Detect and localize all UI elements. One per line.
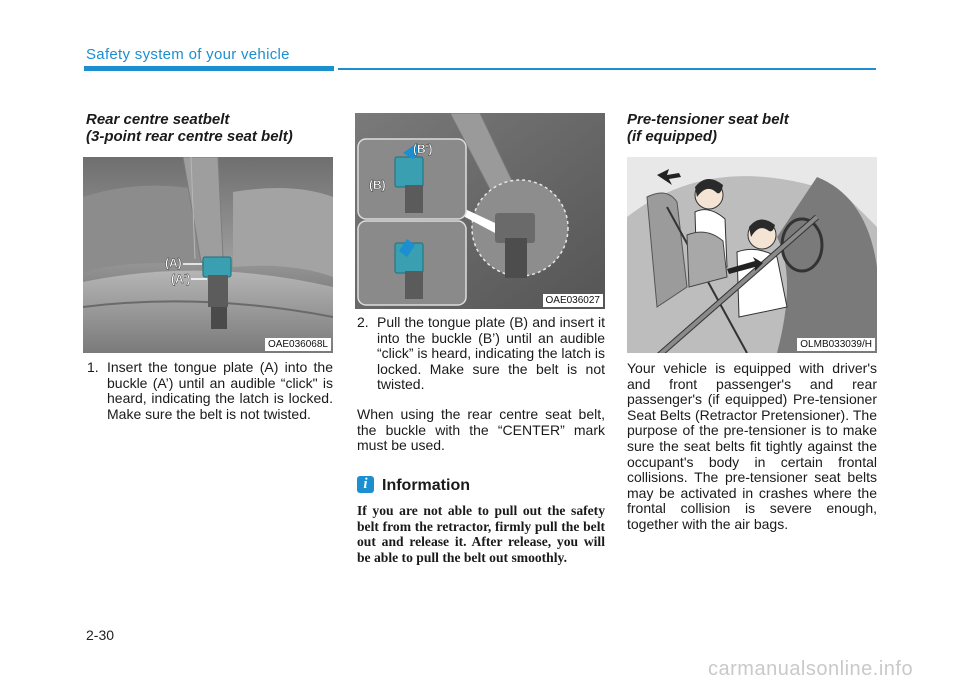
pretensioner-heading (627, 111, 789, 145)
rear-centre-heading-line1: Rear centre seatbelt (86, 111, 230, 128)
rear-centre-heading-line2: (3-point rear centre seat belt) (86, 128, 293, 145)
figure-caption-1: OAE036068L (265, 338, 331, 351)
label-a: (A) (165, 256, 182, 270)
buckle-figure (355, 113, 605, 309)
centre-mark-paragraph: When using the rear centre seat belt, the buckle with the “CENTER” mark must be used. (357, 406, 605, 454)
rear-belt-illustration (83, 157, 333, 353)
label-b: (B) (369, 178, 386, 192)
watermark: carmanualsonline.info (708, 658, 914, 680)
step-1-number: 1. (87, 359, 99, 375)
header-rule-thick (84, 66, 334, 71)
pretensioner-paragraph: Your vehicle is equipped with driver's and front passenger's and rear passenger's (if equipped) Pre-tensioner Seat Belts (Retractor Pretensioner). The purpose of the pre-tensioner is to make sure the seat belts fit tightly against the occupant's body in certain frontal collisions. The pre-tensioner seat belts may be activated in crashes where the frontal collision is severe enough, together with the air bags. (627, 360, 877, 532)
step-2-number: 2. (357, 314, 369, 330)
page-number: 2-30 (86, 627, 115, 643)
label-a-prime: (A') (171, 272, 191, 286)
buckle-illustration (355, 113, 605, 309)
section-title: Safety system of your vehicle (86, 46, 290, 63)
step-1-text: Insert the tongue plate (A) into the buckle (A’) until an audible “click" is heard, indicating the latch is locked. Make sure the belt is not twisted. (107, 359, 333, 422)
step-2-text: Pull the tongue plate (B) and insert it into the buckle (B’) until an audible “click” is heard, indicating the latch is locked. Make sure the belt is not twisted. (377, 314, 605, 393)
pretensioner-heading-line1: Pre-tensioner seat belt (627, 111, 789, 128)
pretensioner-figure (627, 157, 877, 353)
pretensioner-illustration (627, 157, 877, 353)
rear-centre-heading (86, 111, 293, 145)
information-title: Information (382, 477, 470, 494)
rear-belt-figure (83, 157, 333, 353)
figure-caption-3: OLMB033039/H (797, 338, 875, 351)
header-rule-thin (338, 68, 876, 70)
info-icon: i (357, 476, 374, 493)
label-b-prime: (B') (413, 142, 433, 156)
information-body: If you are not able to pull out the safety belt from the retractor, firmly pull the belt out and release it. After release, you will be able to pull the belt out smoothly. (357, 503, 605, 565)
pretensioner-heading-line2: (if equipped) (627, 128, 717, 145)
figure-caption-2: OAE036027 (543, 294, 604, 307)
step-1 (87, 360, 333, 422)
step-2 (357, 315, 605, 393)
